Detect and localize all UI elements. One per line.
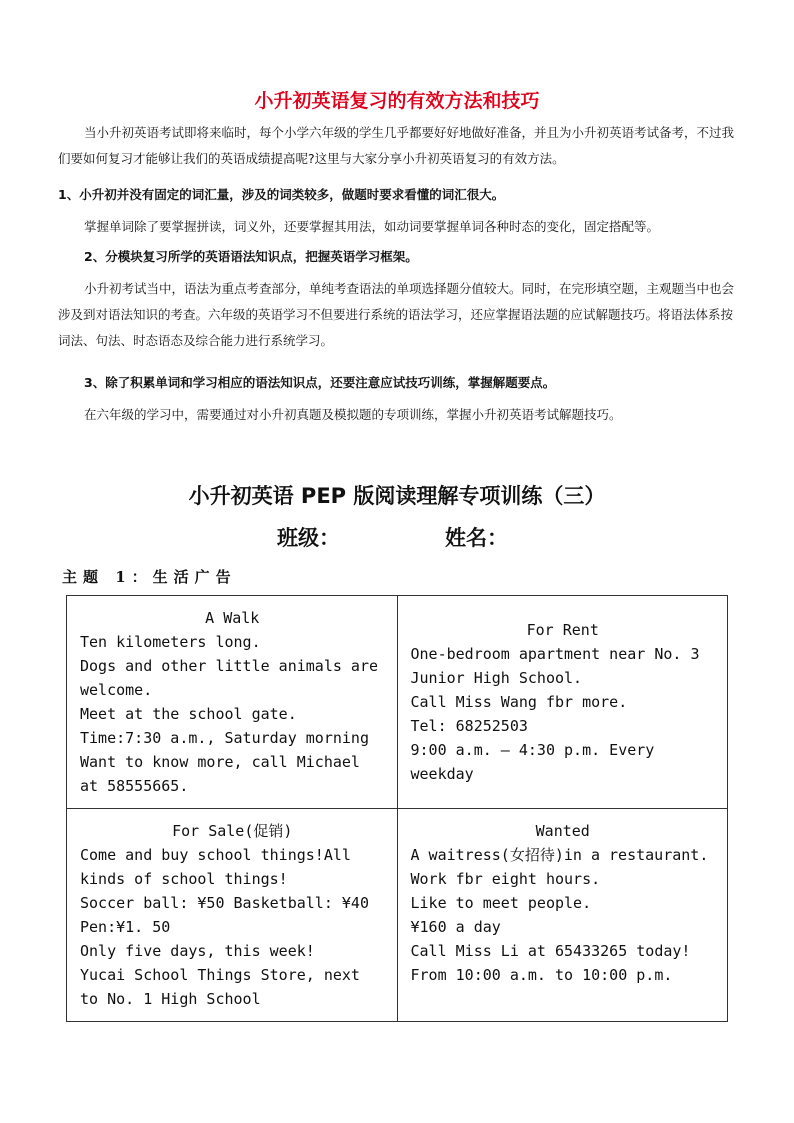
ad-sale-line: Only five days, this week! [80, 942, 315, 960]
ads-table [66, 595, 728, 1022]
ad-walk-line: Meet at the school gate. [80, 705, 297, 723]
ad-walk-heading: A Walk [205, 609, 260, 627]
ad-wanted-heading: Wanted [535, 822, 590, 840]
ad-walk-line: Want to know more, call Michael at 58555665. [80, 753, 369, 795]
ad-rent-line: Call Miss Wang fbr more. [410, 693, 628, 711]
worksheet-title: 小升初英语 PEP 版阅读理解专项训练（三） [188, 484, 606, 508]
ad-rent-heading: For Rent [526, 621, 599, 639]
ad-rent-line: 9:00 a.m. — 4:30 p.m. Every weekday [410, 741, 664, 783]
intro-paragraph: 当小升初英语考试即将来临时，每个小学六年级的学生几乎都要好好地做好准备，并且为小升初英语考试备考，不过我们要如何复习才能够让我们的英语成绩提高呢?这里与大家分享小升初英语复习的有效方法。 [58, 125, 735, 166]
ad-sale [67, 809, 398, 1022]
point-2-body: 小升初考试当中，语法为重点考查部分，单纯考查语法的单项选择题分值较大。同时，在完形填空题，主观题当中也会涉及到对语法知识的考查。六年级的英语学习不但要进行系统的语法学习，还应掌握语法题的应试解题技巧。将语法体系按词法、句法、时态语态及综合能力进行系统学习。 [58, 281, 735, 348]
ad-walk-line: Time:7:30 a.m., Saturday morning [80, 729, 369, 747]
point-1-body: 掌握单词除了要掌握拼读，词义外，还要掌握其用法，如动词要掌握单词各种时态的变化，固定搭配等。 [84, 219, 660, 234]
class-label: 班级： [277, 526, 340, 550]
article-title: 小升初英语复习的有效方法和技巧 [254, 90, 540, 112]
ad-sale-heading: For Sale(促销) [172, 822, 293, 840]
ad-sale-line: Come and buy school things!All kinds of school things! [80, 846, 360, 888]
ad-wanted [397, 809, 728, 1022]
point-3-heading: 3、除了积累单词和学习相应的语法知识点，还要注意应试技巧训练，掌握解题要点。 [84, 375, 556, 390]
ad-wanted-line: Like to meet people. [410, 894, 592, 912]
name-label: 姓名： [445, 526, 508, 550]
point-1-heading: 1、小升初并没有固定的词汇量，涉及的词类较多，做题时要求看懂的词汇很大。 [58, 187, 505, 202]
ad-walk [67, 596, 398, 809]
ad-wanted-line: A waitress(女招待)in a restaurant. Work fbr eight hours. [410, 846, 718, 888]
ad-sale-line: Pen:¥1. 50 [80, 918, 171, 936]
ad-sale-line: Soccer ball: ¥50 Basketball: ¥40 [80, 894, 369, 912]
ad-wanted-line: ¥160 a day [410, 918, 501, 936]
ad-walk-line: Dogs and other little animals are welcome. [80, 657, 388, 699]
point-2-heading: 2、分模块复习所学的英语语法知识点，把握英语学习框架。 [84, 249, 418, 264]
topic-heading: 主题 1：生活广告 [62, 568, 237, 586]
ad-rent-line: Tel: 68252503 [410, 717, 528, 735]
ad-wanted-line: From 10:00 a.m. to 10:00 p.m. [410, 966, 673, 984]
ad-rent-line: One-bedroom apartment near No. 3 Junior High School. [410, 645, 709, 687]
ad-walk-line: Ten kilometers long. [80, 633, 261, 651]
ad-wanted-line: Call Miss Li at 65433265 today! [410, 942, 691, 960]
ad-sale-line: Yucai School Things Store, next to No. 1 High School [80, 966, 369, 1008]
point-3-body: 在六年级的学习中，需要通过对小升初真题及模拟题的专项训练，掌握小升初英语考试解题技巧。 [84, 407, 622, 422]
ad-rent [397, 596, 728, 809]
